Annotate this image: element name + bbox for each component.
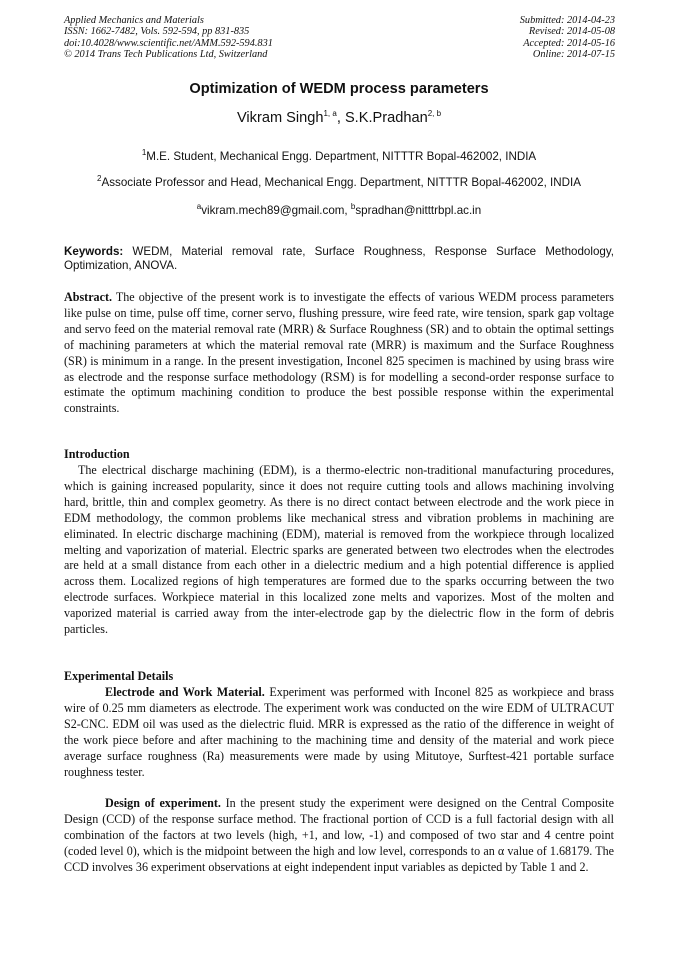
affiliation-2-text: Associate Professor and Head, Mechanical Engg. Department, NITTTR Bopal-462002, INDIA [101,176,581,189]
affiliation-1-marker: 1 [141,148,147,158]
author-1: Vikram Singh [236,110,324,126]
journal-doi: doi:10.4028/www.scientific.net/AMM.592-594.831 [64,37,273,49]
author-2-marker: 2, b [427,109,442,119]
author-2: S.K.Pradhan [344,110,428,126]
journal-issn: ISSN: 1662-7482, Vols. 592-594, pp 831-835 [64,26,250,38]
email-a-marker: a [196,202,202,212]
abstract-text: The objective of the present work is to investigate the effects of various WEDM process parameters like pulse on time, pulse off time, corner servo, flushing pressure, wire feed rate, wire tension, spark gap voltage and servo feed on the material removal rate (MRR) & Surface Roughness (SR) and to obtain the optimal settings of machining parameters at which the material removal rate (MRR) is maximum and the Surface Roughness (SR) is minimum in a range. In the present investigation, Inconel 825 specimen is machined by using brass wire as electrode and the response surface methodology (RSM) is for modelling a second-order response surface to estimate the optimum machining condition to produce the best possible response within the experimental constraints. [64,290,614,416]
affiliation-1-text: M.E. Student, Mechanical Engg. Department, NITTTR Bopal-462002, INDIA [146,150,537,163]
affiliation-2 [0,176,678,189]
electrode-label: Electrode and Work Material. [105,685,265,699]
keywords-label: Keywords: [64,245,124,258]
experimental-heading: Experimental Details [64,669,174,683]
abstract [64,290,614,417]
author-1-marker: 1, a [323,109,337,119]
email-a: vikram.mech89@gmail.com, [201,204,351,217]
email-b: spradhan@nitttrbpl.ac.in [355,204,482,217]
electrode-paragraph [64,685,614,780]
keywords-text: WEDM, Material removal rate, Surface Roughness, Response Surface Methodology, Optimization, ANOVA. [64,245,614,272]
affiliation-1 [0,150,678,163]
doe-label: Design of experiment. [105,796,221,810]
introduction-paragraph: The electrical discharge machining (EDM), is a thermo-electric non-traditional manufacturing procedures, which is gaining increased popularity, since it does not require cutting tools and allows machining involving hard, brittle, thin and complex geometry. As there is no direct contact between electrode and the work piece in EDM methodology, the common problems like mechanical stress and vibration problems in machining are eliminated. In electric discharge machining (EDM), material is removed from the workpiece through localized melting and vaporization of material. Electric sparks are generated between two electrodes when the electrodes are held at a small distance from each other in a dielectric medium and a high potential difference is applied across them. Localized regions of high temperatures are formed due to the sparks occurring between the two electrode surfaces. Workpiece material in this localized zone melts and vaporizes. Most of the molten and vaporized material is carried away from the inter-electrode gap by the dielectric flow in the form of debris particles. [64,463,614,637]
author-emails [0,204,678,217]
keywords [64,245,614,273]
journal-name: Applied Mechanics and Materials [64,15,204,26]
email-b-marker: b [350,202,356,212]
date-submitted: Submitted: 2014-04-23 [519,15,615,26]
design-of-experiment-paragraph [64,796,614,876]
date-accepted: Accepted: 2014-05-16 [523,37,615,49]
journal-info [64,15,273,60]
paper-title: Optimization of WEDM process parameters [189,81,489,97]
author-separator: , [336,110,345,126]
submission-dates [520,15,615,60]
author-list [0,110,678,126]
doe-text: In the present study the experiment were designed on the Central Composite Design (CCD) of the response surface method. The fractional portion of CCD is a full factorial design with all combination of the factors at two levels (high, +1, and low, -1) and composed of two star and 4 centre point (coded level 0), which is the midpoint between the high and low level, corresponds to an α value of 1.68179. The CCD involves 36 experiment observations at eight independent input variables as depicted by Table 1 and 2. [64,796,614,874]
journal-copyright: © 2014 Trans Tech Publications Ltd, Switzerland [64,48,268,60]
introduction-heading: Introduction [64,447,130,461]
affiliation-2-marker: 2 [97,174,102,184]
abstract-label: Abstract. [64,290,113,304]
electrode-text: Experiment was performed with Inconel 825 as workpiece and brass wire of 0.25 mm diameters as electrode. The experiment work was conducted on the wire EDM of ULTRACUT S2-CNC. EDM oil was used as the dielectric fluid. MRR is expressed as the ratio of the difference in weight of the work piece before and after machining to the machining time and density of the material and work piece average surface roughness (Ra) measurements were made by using Mitutoye, Surftest-421 portable surface roughness tester. [64,685,614,779]
date-online: Online: 2014-07-15 [532,48,615,60]
date-revised: Revised: 2014-05-08 [528,26,615,38]
